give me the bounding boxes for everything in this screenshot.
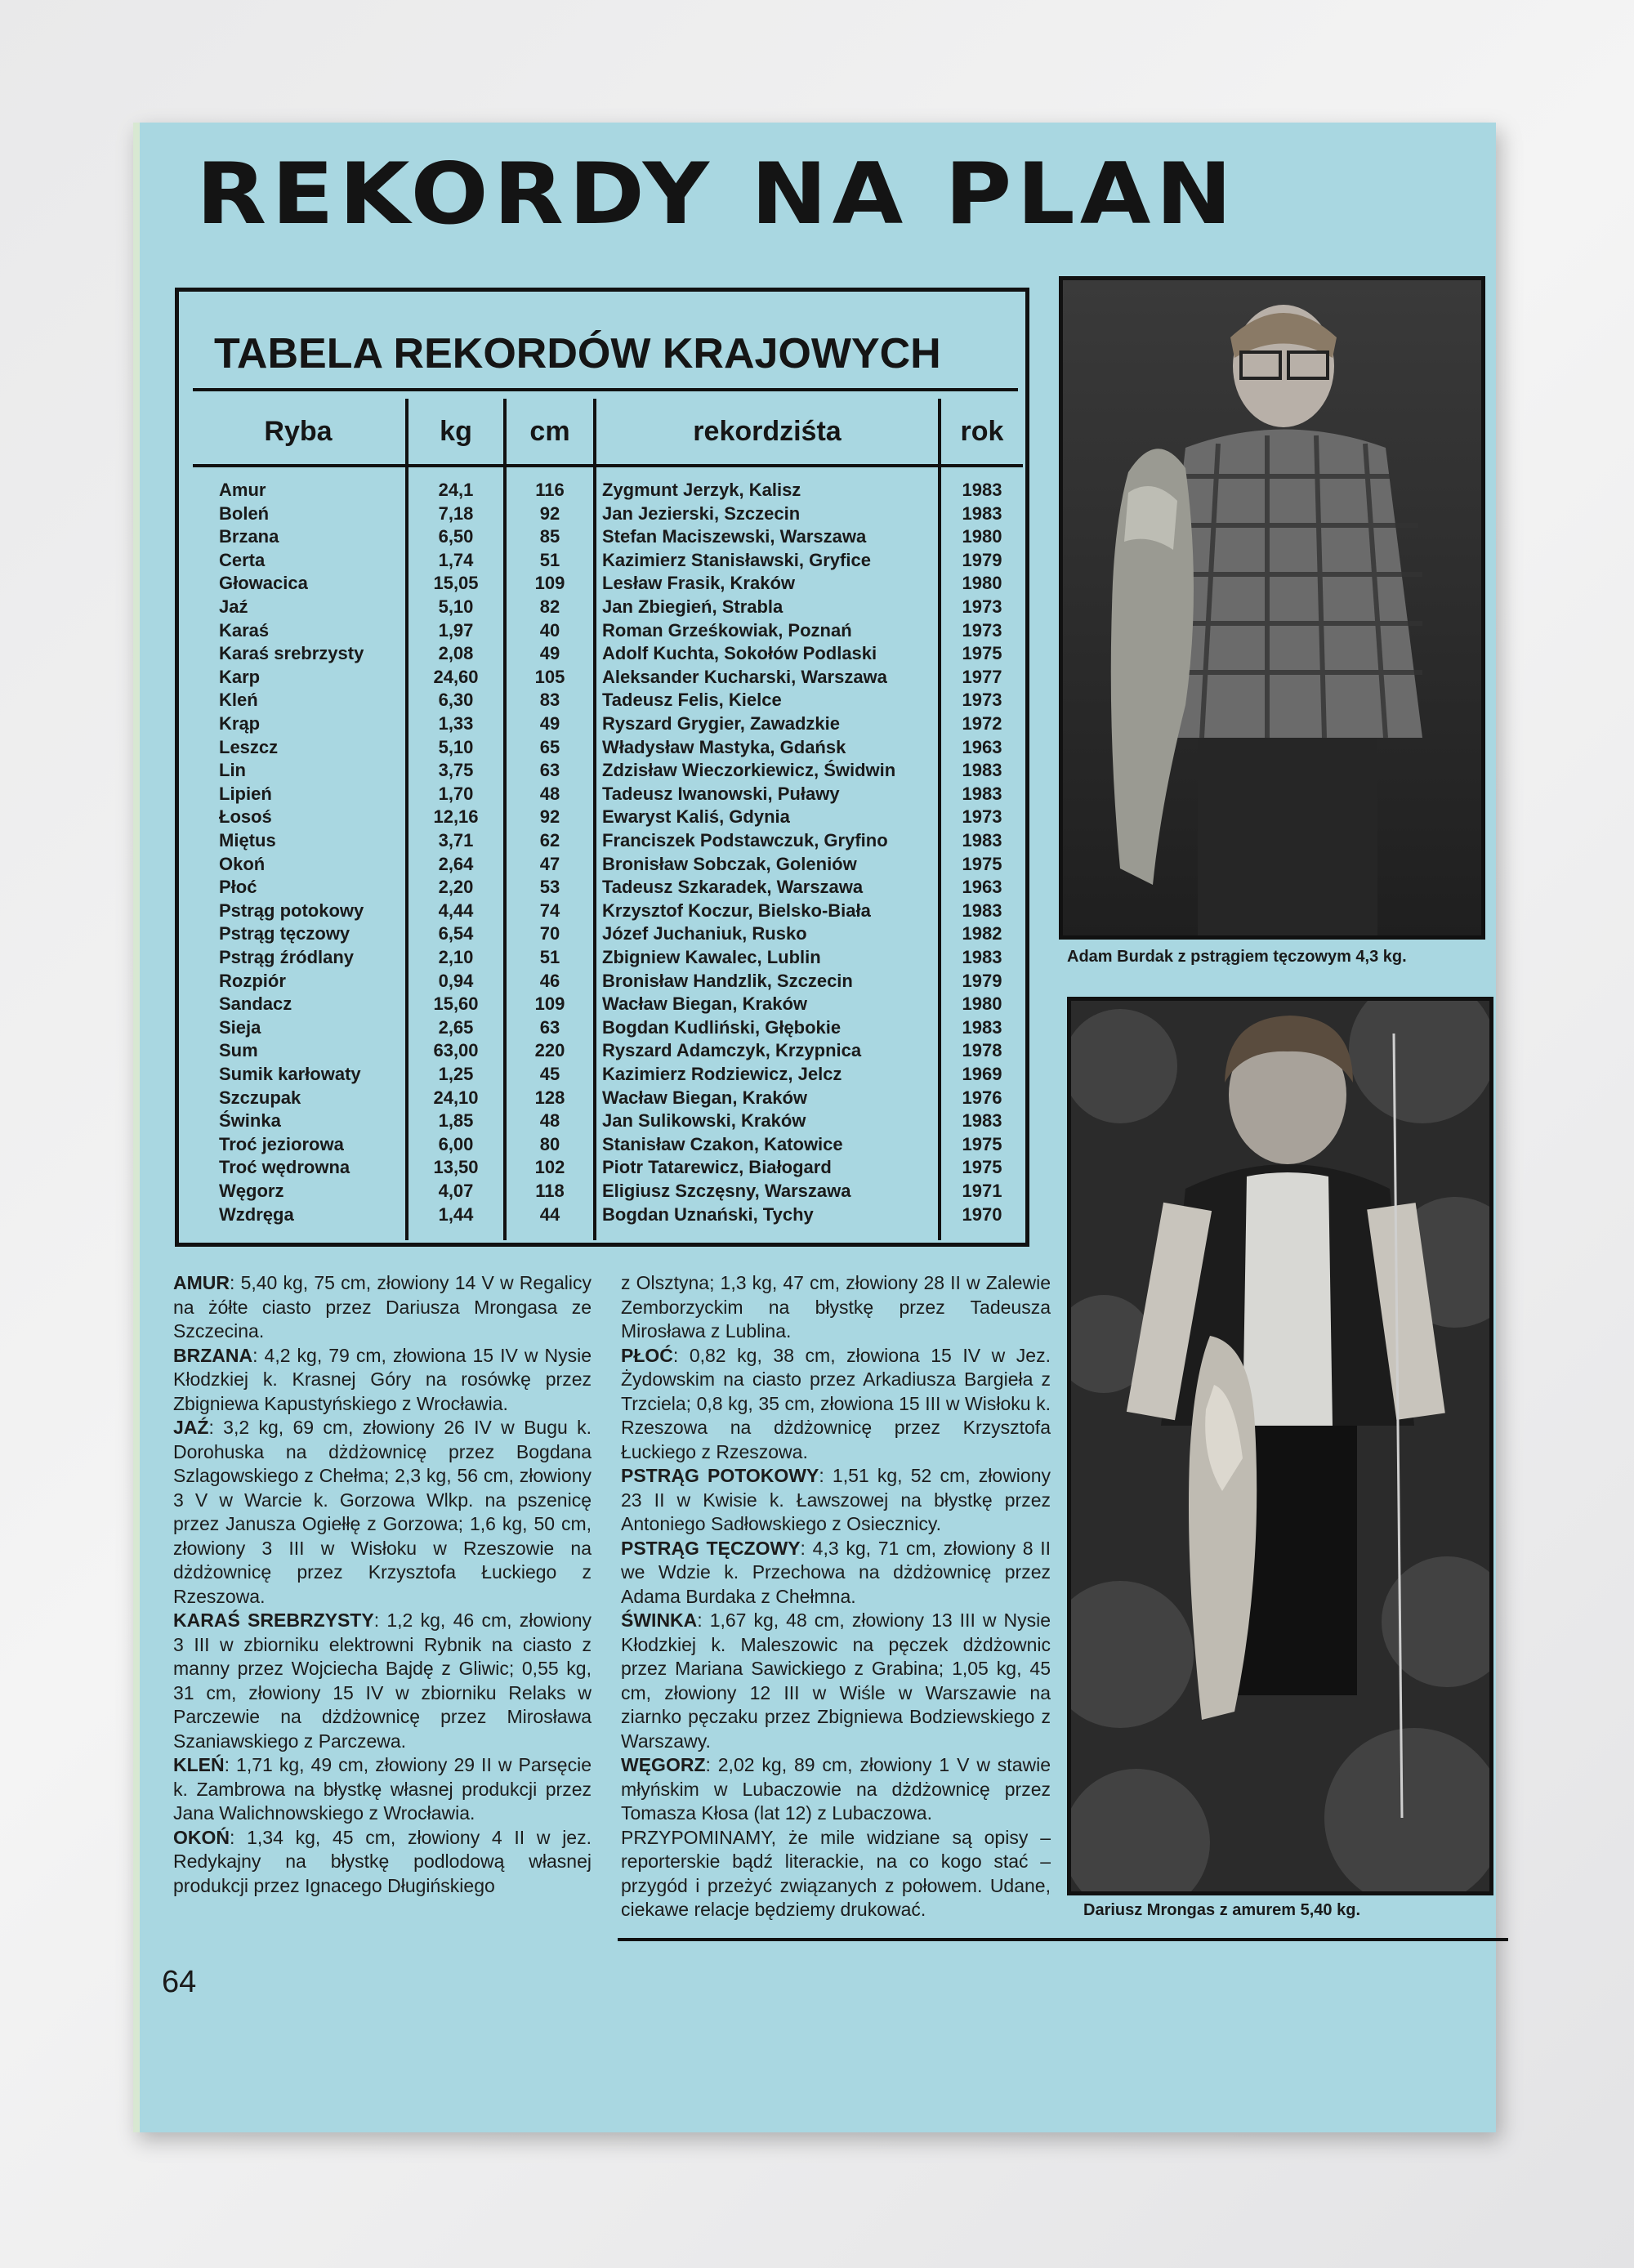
- table-cell-cm: 47: [539, 853, 560, 874]
- table-cell-ryba: Leszcz: [219, 736, 279, 757]
- table-cell-cm: 49: [539, 713, 560, 734]
- table-cell-cm: 45: [539, 1064, 560, 1084]
- paragraph-text: : 0,82 kg, 38 cm, złowiona 15 IV w Jez. Żydowskim na ciasto przez Arkadiusza Bargieła z Trzciela; 0,8 kg, 35 cm, złowiona 15 III w Wisłoku k. Rzeszowa na dżdżownicę przez Krzysztofa Łuckiego z Rzeszowa.: [621, 1344, 1051, 1462]
- table-cell-ryba: Boleń: [219, 502, 270, 524]
- table-cell-rok: 1983: [962, 783, 1002, 804]
- table-cell-rok: 1980: [962, 573, 1002, 594]
- table-cell-ryba: Sumik karłowaty: [219, 1064, 361, 1084]
- body-paragraph: [621, 1537, 1051, 1609]
- body-paragraph: [173, 1753, 592, 1826]
- table-cell-cm: 70: [539, 923, 560, 944]
- table-cell-rok: 1973: [962, 596, 1002, 617]
- table-cell-rekordzista: Stanisław Czakon, Katowice: [602, 1133, 843, 1154]
- table-cell-ryba: Karaś srebrzysty: [219, 643, 364, 664]
- table-cell-rekordzista: Ewaryst Kaliś, Gdynia: [602, 806, 790, 828]
- table-cell-rekordzista: Piotr Tatarewicz, Białogard: [602, 1157, 832, 1178]
- table-cell-kg: 6,54: [438, 923, 474, 944]
- table-cell-ryba: Amur: [219, 480, 266, 500]
- table-cell-ryba: Kleń: [219, 690, 258, 711]
- table-cell-kg: 3,71: [438, 830, 474, 850]
- table-cell-cm: 82: [539, 596, 560, 617]
- table-cell-ryba: Karaś: [219, 619, 270, 641]
- table-cell-rok: 1973: [962, 690, 1002, 711]
- photo-caption-1: Adam Burdak z pstrągiem tęczowym 4,3 kg.: [1067, 948, 1407, 966]
- body-paragraph: [621, 1271, 1051, 1344]
- table-cell-ryba: Krąp: [219, 713, 261, 734]
- table-cell-cm: 53: [539, 877, 560, 898]
- table-cell-kg: 1,97: [438, 619, 474, 641]
- table-cell-rekordzista: Kazimierz Stanisławski, Gryfice: [602, 549, 871, 570]
- table-cell-cm: 80: [539, 1133, 560, 1154]
- table-cell-rok: 1971: [962, 1181, 1002, 1201]
- table-cell-kg: 13,50: [433, 1157, 479, 1178]
- table-cell-kg: 1,70: [438, 783, 474, 804]
- table-cell-rok: 1973: [962, 806, 1002, 828]
- paragraph-text: : 1,2 kg, 46 cm, złowiony 3 III w zbiorniku elektrowni Rybnik na ciasto z manny przez Wojciecha Bajdę z Gliwic; 0,55 kg, 31 cm, złowiony 15 IV w zbiorniku Relaks w Parczewie na dżdżownicę przez Mirosława Szaniawskiego z Parczewa.: [173, 1609, 592, 1752]
- table-cell-ryba: Płoć: [219, 877, 257, 898]
- table-cell-cm: 48: [539, 1110, 560, 1132]
- table-cell-cm: 116: [535, 480, 565, 500]
- paragraph-text: z Olsztyna; 1,3 kg, 47 cm, złowiony 28 II w Zalewie Zemborzyckim na błystkę przez Tadeusza Mirosława z Lublina.: [621, 1272, 1051, 1342]
- table-cell-ryba: Wzdręga: [219, 1203, 294, 1225]
- table-cell-rekordzista: Krzysztof Koczur, Bielsko-Biała: [602, 900, 871, 921]
- table-cell-rekordzista: Kazimierz Rodziewicz, Jelcz: [602, 1064, 842, 1084]
- table-cell-cm: 109: [534, 573, 565, 594]
- paragraph-text: : 1,67 kg, 48 cm, złowiony 13 III w Nysie Kłodzkiej k. Maleszowic na pęczek dżdżownic przez Mariana Sawickiego z Grabina; 1,05 kg, 45 cm, złowiony 12 III w Wiśle w Warszawie na ziarnko pęczaku przez Zbigniewa Bodziewskiego z Warszawy.: [621, 1609, 1051, 1752]
- table-cell-rekordzista: Tadeusz Felis, Kielce: [602, 690, 782, 711]
- table-cell-kg: 2,64: [438, 853, 474, 874]
- table-cell-ryba: Lin: [219, 760, 246, 781]
- column-divider: [405, 399, 408, 1240]
- table-cell-rok: 1983: [962, 502, 1002, 524]
- table-cell-rok: 1973: [962, 619, 1002, 641]
- table-cell-rekordzista: Zdzisław Wieczorkiewicz, Świdwin: [602, 760, 896, 781]
- table-cell-kg: 2,20: [438, 877, 474, 898]
- table-cell-kg: 2,65: [438, 1016, 474, 1038]
- paragraph-lead: KLEŃ: [173, 1754, 225, 1775]
- table-cell-rok: 1972: [962, 713, 1002, 734]
- table-cell-ryba: Jaź: [219, 596, 248, 617]
- page-number: 64: [162, 1965, 197, 1999]
- header-divider: [193, 464, 405, 467]
- paragraph-lead: BRZANA: [173, 1344, 253, 1366]
- table-cell-kg: 6,50: [438, 526, 474, 547]
- table-cell-ryba: Okoń: [219, 853, 266, 874]
- table-cell-ryba: Certa: [219, 549, 266, 570]
- photo-dariusz-mrongas-image: [1071, 1001, 1489, 1891]
- table-cell-kg: 3,75: [438, 760, 474, 781]
- table-cell-rekordzista: Zygmunt Jerzyk, Kalisz: [602, 480, 801, 500]
- body-paragraph: [173, 1416, 592, 1609]
- table-cell-kg: 15,60: [433, 993, 479, 1015]
- table-cell-cm: 65: [539, 736, 560, 757]
- body-text-left-column: [173, 1271, 592, 1898]
- table-cell-kg: 6,00: [438, 1133, 474, 1154]
- table-cell-rok: 1979: [962, 549, 1002, 570]
- table-cell-rekordzista: Stefan Maciszewski, Warszawa: [602, 526, 867, 547]
- paragraph-text: : 1,71 kg, 49 cm, złowiony 29 II w Parsęcie k. Zambrowa na błystkę własnej produkcji przez Jana Walichnowskiego z Wrocławia.: [173, 1754, 592, 1824]
- table-cell-rekordzista: Zbigniew Kawalec, Lublin: [602, 947, 821, 967]
- paragraph-lead: PSTRĄG TĘCZOWY: [621, 1537, 801, 1559]
- table-cell-cm: 51: [539, 549, 560, 570]
- table-cell-kg: 12,16: [433, 806, 479, 828]
- table-cell-cm: 105: [534, 666, 565, 687]
- table-cell-rekordzista: Wacław Biegan, Kraków: [602, 1087, 808, 1108]
- bottom-rule: [618, 1938, 1508, 1941]
- column-divider: [938, 399, 941, 1240]
- table-cell-ryba: Sieja: [219, 1016, 261, 1038]
- body-paragraph: [621, 1753, 1051, 1826]
- body-paragraph: [173, 1271, 592, 1344]
- table-cell-ryba: Pstrąg źródlany: [219, 947, 355, 967]
- table-cell-kg: 2,10: [438, 947, 474, 967]
- column-header-rekordzista: rekordziśta: [693, 416, 842, 447]
- header-divider: [941, 464, 1023, 467]
- table-cell-kg: 1,25: [438, 1064, 474, 1084]
- table-cell-rekordzista: Jan Zbiegień, Strabla: [602, 596, 784, 617]
- body-paragraph: [621, 1826, 1051, 1922]
- table-cell-ryba: Pstrąg tęczowy: [219, 923, 350, 944]
- table-title: TABELA REKORDÓW KRAJOWYCH: [214, 330, 941, 377]
- paragraph-text: : 4,2 kg, 79 cm, złowiona 15 IV w Nysie Kłodzkiej k. Krasnej Góry na rosówkę przez Zbigniewa Kapustyńskiego z Wrocławia.: [173, 1344, 592, 1414]
- table-cell-kg: 5,10: [438, 596, 474, 617]
- paragraph-text: : 5,40 kg, 75 cm, złowiony 14 V w Regalicy na żółte ciasto przez Dariusza Mrongasa ze Szczecina.: [173, 1272, 592, 1342]
- table-cell-rok: 1976: [962, 1087, 1002, 1108]
- body-paragraph: [173, 1826, 592, 1899]
- table-cell-ryba: Głowacica: [219, 573, 308, 594]
- header-divider: [408, 464, 503, 467]
- paragraph-text: : 1,34 kg, 45 cm, złowiony 4 II w jez. Redykajny na błystkę podlodową własnej produkcji przez Ignacego Długińskiego: [173, 1826, 592, 1896]
- table-cell-rekordzista: Józef Juchaniuk, Rusko: [602, 923, 807, 944]
- column-divider: [503, 399, 507, 1240]
- table-cell-cm: 62: [539, 830, 560, 850]
- paragraph-text: : 1,51 kg, 52 cm, złowiony 23 II w Kwisie k. Ławszowej na błystkę przez Antoniego Sadłowskiego z Osiecznicy.: [621, 1465, 1051, 1534]
- table-cell-ryba: Sum: [219, 1040, 258, 1061]
- table-cell-kg: 24,10: [433, 1087, 479, 1108]
- table-cell-rok: 1979: [962, 970, 1002, 991]
- table-cell-cm: 63: [539, 760, 560, 781]
- table-cell-rok: 1982: [962, 923, 1002, 944]
- table-cell-kg: 7,18: [438, 502, 474, 524]
- paragraph-text: : 3,2 kg, 69 cm, złowiony 26 IV w Bugu k. Dorohuska na dżdżownicę przez Bogdana Szlagowskiego z Chełma; 2,3 kg, 56 cm, złowiony 3 V w Warcie k. Gorzowa Wlkp. na pszenicę przez Janusza Ogiełłę z Gorzowa; 1,6 kg, 50 cm, złowiony 3 III w Wisłoku w Rzeszowie na dżdżownicę przez Krzysztofa Łuckiego z Rzeszowa.: [173, 1417, 592, 1607]
- paragraph-text: : 4,3 kg, 71 cm, złowiony 8 II we Wdzie k. Przechowa na dżdżownicę przez Adama Burdaka z Chełmna.: [621, 1537, 1051, 1607]
- table-cell-rekordzista: Wacław Biegan, Kraków: [602, 993, 808, 1015]
- table-cell-rok: 1983: [962, 900, 1002, 921]
- table-cell-rok: 1969: [962, 1064, 1002, 1084]
- table-cell-cm: 118: [535, 1181, 565, 1201]
- table-cell-ryba: Miętus: [219, 830, 276, 850]
- table-cell-rekordzista: Jan Jezierski, Szczecin: [602, 502, 801, 524]
- column-header-cm: cm: [529, 416, 570, 447]
- table-cell-cm: 92: [539, 806, 560, 828]
- table-cell-rok: 1980: [962, 526, 1002, 547]
- table-cell-rekordzista: Adolf Kuchta, Sokołów Podlaski: [602, 643, 877, 664]
- table-cell-cm: 102: [534, 1157, 565, 1178]
- body-paragraph: [621, 1609, 1051, 1753]
- table-cell-rekordzista: Ryszard Adamczyk, Krzypnica: [602, 1040, 862, 1061]
- photo-adam-burdak: [1059, 276, 1485, 940]
- table-cell-rok: 1983: [962, 1110, 1002, 1132]
- body-text-right-column: [621, 1271, 1051, 1922]
- paragraph-lead: AMUR: [173, 1272, 230, 1293]
- table-cell-kg: 4,44: [438, 900, 474, 921]
- table-cell-rok: 1980: [962, 993, 1002, 1015]
- table-cell-rok: 1978: [962, 1040, 1002, 1061]
- table-cell-rekordzista: Eligiusz Szczęsny, Warszawa: [602, 1181, 851, 1201]
- column-divider: [593, 399, 596, 1240]
- table-cell-kg: 24,60: [433, 666, 479, 687]
- table-cell-cm: 128: [534, 1087, 565, 1108]
- table-cell-rekordzista: Bronisław Sobczak, Goleniów: [602, 853, 857, 874]
- table-cell-rekordzista: Roman Grześkowiak, Poznań: [602, 619, 852, 641]
- table-cell-rok: 1963: [962, 877, 1002, 898]
- table-cell-cm: 109: [534, 993, 565, 1015]
- column-header-rok: rok: [960, 416, 1004, 447]
- table-cell-cm: 48: [539, 783, 560, 804]
- table-cell-kg: 1,85: [438, 1110, 474, 1132]
- table-cell-cm: 46: [539, 970, 560, 991]
- body-paragraph: [173, 1344, 592, 1417]
- paragraph-text: : 2,02 kg, 89 cm, złowiony 1 V w stawie młyńskim w Lubaczowie na dżdżownicę przez Tomasza Kłosa (lat 12) z Lubaczowa.: [621, 1754, 1051, 1824]
- table-cell-kg: 24,1: [438, 480, 474, 500]
- table-cell-rekordzista: Bronisław Handzlik, Szczecin: [602, 970, 853, 991]
- table-cell-kg: 0,94: [438, 970, 474, 991]
- body-paragraph: [173, 1609, 592, 1753]
- table-cell-rok: 1963: [962, 736, 1002, 757]
- table-cell-kg: 4,07: [438, 1181, 474, 1201]
- table-cell-cm: 44: [539, 1203, 560, 1225]
- table-cell-rok: 1975: [962, 1133, 1002, 1154]
- column-header-kg: kg: [440, 416, 472, 447]
- table-cell-rekordzista: Tadeusz Iwanowski, Puławy: [602, 783, 840, 804]
- header-divider: [596, 464, 938, 467]
- table-cell-rekordzista: Lesław Frasik, Kraków: [602, 573, 795, 594]
- table-cell-cm: 85: [539, 526, 560, 547]
- table-cell-ryba: Pstrąg potokowy: [219, 900, 364, 921]
- table-cell-cm: 83: [539, 690, 560, 711]
- table-cell-cm: 74: [539, 900, 560, 921]
- table-cell-kg: 6,30: [438, 690, 474, 711]
- table-cell-kg: 5,10: [438, 736, 474, 757]
- table-cell-cm: 92: [539, 502, 560, 524]
- table-cell-cm: 63: [539, 1016, 560, 1038]
- paragraph-lead: WĘGORZ: [621, 1754, 706, 1775]
- table-cell-cm: 40: [539, 619, 560, 641]
- paragraph-lead: ŚWINKA: [621, 1609, 698, 1631]
- paragraph-lead: KARAŚ SREBRZYSTY: [173, 1609, 374, 1631]
- table-cell-rok: 1983: [962, 1016, 1002, 1038]
- table-cell-ryba: Troć jeziorowa: [219, 1133, 344, 1154]
- table-cell-rekordzista: Bogdan Uznański, Tychy: [602, 1203, 814, 1225]
- table-cell-cm: 51: [539, 947, 560, 967]
- table-cell-kg: 63,00: [433, 1040, 479, 1061]
- header-divider: [507, 464, 593, 467]
- table-cell-kg: 15,05: [433, 573, 479, 594]
- column-header-ryba: Ryba: [264, 416, 333, 447]
- table-cell-ryba: Lipień: [219, 783, 272, 804]
- table-cell-kg: 2,08: [438, 643, 474, 664]
- table-cell-rok: 1983: [962, 480, 1002, 500]
- photo-dariusz-mrongas: [1067, 997, 1493, 1895]
- table-cell-rok: 1977: [962, 666, 1002, 687]
- table-cell-rekordzista: Władysław Mastyka, Gdańsk: [602, 736, 846, 757]
- table-cell-cm: 49: [539, 643, 560, 664]
- table-cell-rok: 1983: [962, 760, 1002, 781]
- table-cell-ryba: Troć wędrowna: [219, 1157, 350, 1178]
- table-cell-rok: 1975: [962, 643, 1002, 664]
- photo-caption-2: Dariusz Mrongas z amurem 5,40 kg.: [1083, 1901, 1361, 1919]
- table-cell-rok: 1975: [962, 853, 1002, 874]
- paragraph-lead: PŁOĆ: [621, 1344, 673, 1366]
- table-cell-rok: 1970: [962, 1203, 1002, 1225]
- photo-adam-burdak-image: [1063, 280, 1481, 935]
- body-paragraph: [621, 1344, 1051, 1465]
- table-cell-rok: 1983: [962, 947, 1002, 967]
- body-paragraph: [621, 1464, 1051, 1537]
- headline: REKORDY NA PLAN: [196, 145, 1238, 243]
- table-cell-ryba: Karp: [219, 666, 261, 687]
- table-cell-rekordzista: Franciszek Podstawczuk, Gryfino: [602, 830, 888, 850]
- table-title-divider: [193, 388, 1018, 391]
- table-cell-ryba: Sandacz: [219, 993, 292, 1015]
- table-cell-ryba: Świnka: [219, 1110, 281, 1132]
- table-cell-rekordzista: Aleksander Kucharski, Warszawa: [602, 666, 887, 687]
- table-cell-ryba: Węgorz: [219, 1181, 284, 1201]
- table-cell-rekordzista: Tadeusz Szkaradek, Warszawa: [602, 877, 864, 898]
- table-cell-ryba: Rozpiór: [219, 970, 286, 991]
- table-cell-kg: 1,33: [438, 713, 474, 734]
- table-cell-rok: 1983: [962, 830, 1002, 850]
- table-cell-ryba: Szczupak: [219, 1087, 301, 1108]
- table-cell-ryba: Łosoś: [219, 806, 272, 828]
- table-cell-cm: 220: [534, 1040, 565, 1061]
- paragraph-text: PRZYPOMINAMY, że mile widziane są opisy – reporterskie bądź literackie, na co kogo stać – przygód i przeżyć związanych z połowem. Udane, ciekawe relacje będziemy drukować.: [621, 1826, 1051, 1920]
- table-cell-kg: 1,44: [438, 1203, 474, 1225]
- table-cell-rekordzista: Jan Sulikowski, Kraków: [602, 1110, 806, 1132]
- table-cell-kg: 1,74: [438, 549, 474, 570]
- table-cell-ryba: Brzana: [219, 526, 279, 547]
- table-cell-rok: 1975: [962, 1157, 1002, 1178]
- paragraph-lead: OKOŃ: [173, 1826, 230, 1848]
- table-cell-rekordzista: Bogdan Kudliński, Głębokie: [602, 1016, 842, 1038]
- paragraph-lead: PSTRĄG POTOKOWY: [621, 1465, 819, 1486]
- paragraph-lead: JAŹ: [173, 1417, 209, 1438]
- table-cell-rekordzista: Ryszard Grygier, Zawadzkie: [602, 713, 841, 734]
